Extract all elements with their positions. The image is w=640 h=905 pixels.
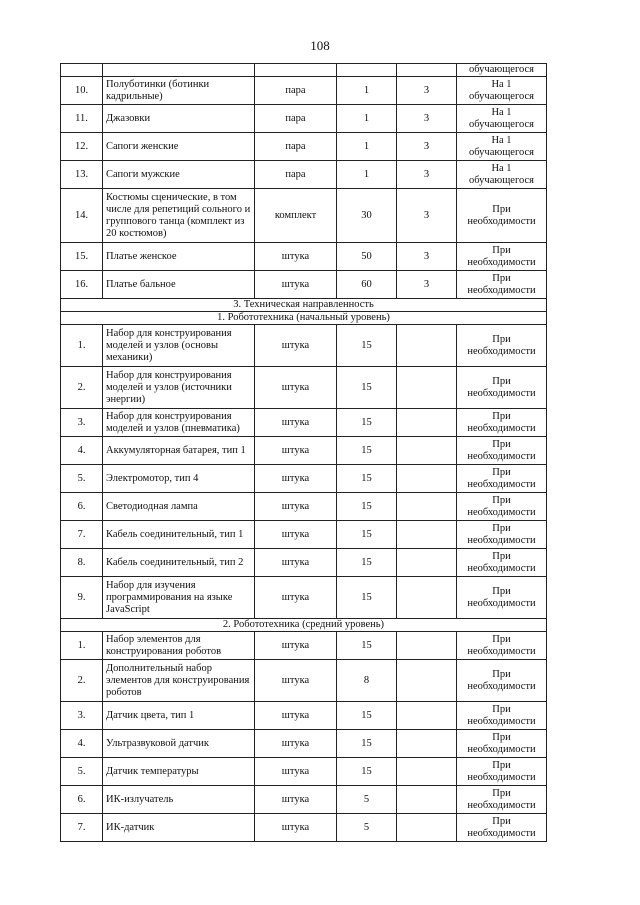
- row-number: 6.: [61, 786, 103, 814]
- row-number: 7.: [61, 814, 103, 842]
- item-name: Платье бальное: [103, 271, 255, 299]
- row-number: 14.: [61, 189, 103, 243]
- subsection-heading: 1. Робототехника (начальный уровень): [61, 312, 547, 325]
- item-quantity: 5: [337, 786, 397, 814]
- item-term: [397, 814, 457, 842]
- item-note: При необходимости: [457, 465, 547, 493]
- item-unit: штука: [255, 758, 337, 786]
- item-unit: пара: [255, 161, 337, 189]
- row-number: 3.: [61, 702, 103, 730]
- subsection-heading: 2. Робототехника (средний уровень): [61, 619, 547, 632]
- row-number: 11.: [61, 105, 103, 133]
- row-number: 6.: [61, 493, 103, 521]
- section-row: [61, 299, 547, 312]
- table-row: [61, 577, 547, 619]
- item-unit: штука: [255, 730, 337, 758]
- item-term: [397, 758, 457, 786]
- item-note: При необходимости: [457, 243, 547, 271]
- item-term: 3: [397, 133, 457, 161]
- item-quantity: 15: [337, 325, 397, 367]
- item-note: При необходимости: [457, 325, 547, 367]
- table-row: [61, 271, 547, 299]
- table-row: [61, 465, 547, 493]
- item-name: Аккумуляторная батарея, тип 1: [103, 437, 255, 465]
- item-quantity: 5: [337, 814, 397, 842]
- item-term: [397, 632, 457, 660]
- item-quantity: 15: [337, 437, 397, 465]
- cell-qty: [337, 64, 397, 77]
- item-unit: штука: [255, 521, 337, 549]
- item-quantity: 1: [337, 133, 397, 161]
- item-unit: штука: [255, 632, 337, 660]
- item-term: [397, 577, 457, 619]
- row-number: 12.: [61, 133, 103, 161]
- item-name: Датчик цвета, тип 1: [103, 702, 255, 730]
- item-term: 3: [397, 77, 457, 105]
- table-row: [61, 493, 547, 521]
- row-number: 1.: [61, 632, 103, 660]
- item-note: При необходимости: [457, 271, 547, 299]
- item-note: При необходимости: [457, 730, 547, 758]
- row-number: 16.: [61, 271, 103, 299]
- item-unit: штука: [255, 325, 337, 367]
- equipment-table: [60, 63, 547, 842]
- item-name: Джазовки: [103, 105, 255, 133]
- item-note: При необходимости: [457, 632, 547, 660]
- item-note: При необходимости: [457, 660, 547, 702]
- item-quantity: 60: [337, 271, 397, 299]
- table-row: [61, 786, 547, 814]
- item-term: [397, 465, 457, 493]
- item-unit: штука: [255, 437, 337, 465]
- table-row: [61, 105, 547, 133]
- table-row: [61, 702, 547, 730]
- equipment-table-body: [61, 64, 547, 842]
- item-unit: штука: [255, 465, 337, 493]
- item-name: Сапоги мужские: [103, 161, 255, 189]
- table-row: [61, 660, 547, 702]
- item-name: ИК-датчик: [103, 814, 255, 842]
- item-quantity: 1: [337, 105, 397, 133]
- item-unit: штука: [255, 409, 337, 437]
- item-unit: штука: [255, 271, 337, 299]
- item-quantity: 15: [337, 549, 397, 577]
- cell-unit: [255, 64, 337, 77]
- item-unit: штука: [255, 549, 337, 577]
- item-term: 3: [397, 161, 457, 189]
- table-row: [61, 521, 547, 549]
- item-term: 3: [397, 243, 457, 271]
- item-quantity: 15: [337, 702, 397, 730]
- cell-term: [397, 64, 457, 77]
- item-note: При необходимости: [457, 758, 547, 786]
- item-name: Набор для конструирования моделей и узлов (пневматика): [103, 409, 255, 437]
- item-name: Дополнительный набор элементов для конструирования роботов: [103, 660, 255, 702]
- item-name: Набор для конструирования моделей и узлов (основы механики): [103, 325, 255, 367]
- item-name: ИК-излучатель: [103, 786, 255, 814]
- item-name: Ультразвуковой датчик: [103, 730, 255, 758]
- item-term: [397, 367, 457, 409]
- item-quantity: 15: [337, 521, 397, 549]
- item-quantity: 15: [337, 465, 397, 493]
- item-unit: штука: [255, 493, 337, 521]
- item-term: [397, 437, 457, 465]
- item-name: Кабель соединительный, тип 2: [103, 549, 255, 577]
- row-number: 8.: [61, 549, 103, 577]
- item-name: Полуботинки (ботинки кадрильные): [103, 77, 255, 105]
- item-unit: штука: [255, 577, 337, 619]
- table-row: [61, 758, 547, 786]
- row-number: 1.: [61, 325, 103, 367]
- item-term: 3: [397, 271, 457, 299]
- item-quantity: 30: [337, 189, 397, 243]
- item-unit: пара: [255, 77, 337, 105]
- item-unit: штука: [255, 786, 337, 814]
- item-unit: штука: [255, 702, 337, 730]
- table-row: [61, 133, 547, 161]
- item-term: [397, 549, 457, 577]
- item-note: На 1 обучающегося: [457, 133, 547, 161]
- table-row: [61, 161, 547, 189]
- item-unit: штука: [255, 367, 337, 409]
- item-term: [397, 521, 457, 549]
- item-note: При необходимости: [457, 189, 547, 243]
- item-name: Набор для изучения программирования на языке JavaScript: [103, 577, 255, 619]
- item-term: [397, 660, 457, 702]
- row-number: 5.: [61, 758, 103, 786]
- row-number: 4.: [61, 437, 103, 465]
- item-term: [397, 730, 457, 758]
- row-number: 3.: [61, 409, 103, 437]
- item-quantity: 15: [337, 730, 397, 758]
- item-name: Кабель соединительный, тип 1: [103, 521, 255, 549]
- item-unit: штука: [255, 243, 337, 271]
- table-row: [61, 814, 547, 842]
- cell-note: обучающегося: [457, 64, 547, 77]
- table-row: [61, 409, 547, 437]
- item-note: При необходимости: [457, 814, 547, 842]
- item-note: При необходимости: [457, 786, 547, 814]
- item-quantity: 15: [337, 367, 397, 409]
- item-term: [397, 702, 457, 730]
- table-row: [61, 632, 547, 660]
- item-term: [397, 325, 457, 367]
- table-row: [61, 367, 547, 409]
- item-quantity: 15: [337, 493, 397, 521]
- row-number: 10.: [61, 77, 103, 105]
- section-row: [61, 619, 547, 632]
- item-term: 3: [397, 105, 457, 133]
- item-note: При необходимости: [457, 521, 547, 549]
- item-note: На 1 обучающегося: [457, 105, 547, 133]
- row-number: 7.: [61, 521, 103, 549]
- item-unit: пара: [255, 105, 337, 133]
- row-number: 4.: [61, 730, 103, 758]
- item-name: Сапоги женские: [103, 133, 255, 161]
- item-term: [397, 409, 457, 437]
- row-number: 15.: [61, 243, 103, 271]
- item-term: [397, 493, 457, 521]
- item-quantity: 15: [337, 758, 397, 786]
- item-note: При необходимости: [457, 367, 547, 409]
- item-name: Костюмы сценические, в том числе для репетиций сольного и группового танца (комплект из 20 костюмов): [103, 189, 255, 243]
- item-quantity: 15: [337, 577, 397, 619]
- table-row: [61, 189, 547, 243]
- item-name: Светодиодная лампа: [103, 493, 255, 521]
- section-row: [61, 312, 547, 325]
- item-unit: штука: [255, 660, 337, 702]
- item-note: При необходимости: [457, 409, 547, 437]
- table-row: [61, 325, 547, 367]
- item-note: При необходимости: [457, 493, 547, 521]
- item-unit: пара: [255, 133, 337, 161]
- item-quantity: 15: [337, 409, 397, 437]
- cell-name: [103, 64, 255, 77]
- item-name: Электромотор, тип 4: [103, 465, 255, 493]
- item-note: При необходимости: [457, 702, 547, 730]
- item-note: При необходимости: [457, 577, 547, 619]
- row-number: 2.: [61, 660, 103, 702]
- row-number: 13.: [61, 161, 103, 189]
- item-name: Набор для конструирования моделей и узлов (источники энергии): [103, 367, 255, 409]
- table-row: [61, 437, 547, 465]
- item-quantity: 8: [337, 660, 397, 702]
- item-unit: комплект: [255, 189, 337, 243]
- item-name: Датчик температуры: [103, 758, 255, 786]
- row-number: 9.: [61, 577, 103, 619]
- item-name: Платье женское: [103, 243, 255, 271]
- item-quantity: 50: [337, 243, 397, 271]
- row-number: 2.: [61, 367, 103, 409]
- table-row: [61, 77, 547, 105]
- item-unit: штука: [255, 814, 337, 842]
- item-quantity: 1: [337, 161, 397, 189]
- table-row: [61, 243, 547, 271]
- item-name: Набор элементов для конструирования роботов: [103, 632, 255, 660]
- item-quantity: 1: [337, 77, 397, 105]
- row-number: 5.: [61, 465, 103, 493]
- item-note: При необходимости: [457, 549, 547, 577]
- table-row: [61, 549, 547, 577]
- cell-num: [61, 64, 103, 77]
- item-term: 3: [397, 189, 457, 243]
- item-term: [397, 786, 457, 814]
- page-number: 108: [310, 38, 330, 53]
- table-row: [61, 64, 547, 77]
- item-quantity: 15: [337, 632, 397, 660]
- item-note: На 1 обучающегося: [457, 161, 547, 189]
- table-row: [61, 730, 547, 758]
- item-note: На 1 обучающегося: [457, 77, 547, 105]
- item-note: При необходимости: [457, 437, 547, 465]
- section-heading: 3. Техническая направленность: [61, 299, 547, 312]
